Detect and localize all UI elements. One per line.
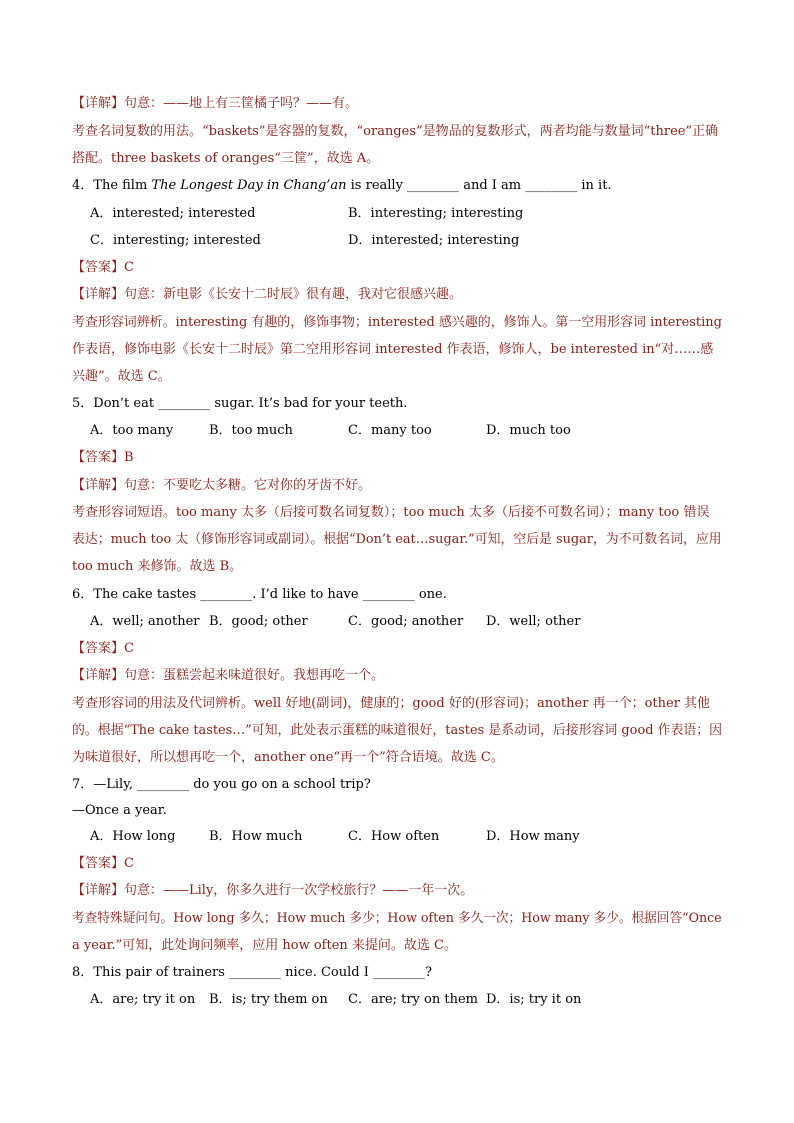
question-4-explanation-line: 【详解】句意：新电影《长安十二时辰》很有趣，我对它很感兴趣。	[72, 287, 463, 302]
question-7-explanation-line: 【详解】句意：——Lily，你多久进行一次学校旅行？——一年一次。	[72, 883, 474, 898]
question-7: 7．—Lily, ________ do you go on a school trip?	[72, 777, 371, 792]
question-7-option-b: B．How much	[209, 829, 303, 844]
question-4	[72, 178, 612, 194]
question-4-number: 4．The film	[72, 178, 152, 193]
question-6-explanation-line: 【详解】句意：蛋糕尝起来味道很好。我想再吃一个。	[72, 668, 385, 683]
q3-explanation-translation: 【详解】句意：——地上有三筐橘子吗？——有。	[72, 96, 359, 111]
question-4-film-title: The Longest Day in Chang’an	[151, 178, 347, 193]
question-4-option-c: C．interesting; interested	[90, 233, 261, 248]
question-6-explanation-line: 考查形容词的用法及代词辨析。well 好地(副词)，健康的；good 好的(形容词)；another 再一个；other 其他	[72, 696, 711, 711]
question-5: 5．Don’t eat ________ sugar. It’s bad for your teeth.	[72, 396, 408, 411]
q3-explanation-line: 搭配。three baskets of oranges“三筐”，故选 A。	[72, 151, 380, 166]
question-5-explanation-line: 表达；much too 太（修饰形容词或副词）。根据“Don’t eat…sugar.”可知，空后是 sugar，为不可数名词，应用	[72, 532, 722, 547]
question-8-option-b: B．is; try them on	[209, 992, 328, 1007]
question-7-option-d: D．How many	[486, 829, 580, 844]
question-7-option-c: C．How often	[348, 829, 440, 844]
question-5-option-b: B．too much	[209, 423, 293, 438]
question-6-option-b: B．good; other	[209, 614, 308, 629]
question-4-explanation-line: 作表语，修饰电影《长安十二时辰》第二空用形容词 interested 作表语，修饰人，be interested in“对……感	[72, 342, 714, 357]
question-7-option-a: A．How long	[90, 829, 176, 844]
question-6-option-d: D．well; other	[486, 614, 581, 629]
question-5-answer: 【答案】B	[72, 450, 134, 465]
question-4-option-d: D．interested; interesting	[348, 233, 520, 248]
question-8-option-a: A．are; try it on	[90, 992, 196, 1007]
question-5-explanation-line: too much 来修饰。故选 B。	[72, 559, 243, 574]
question-4-answer: 【答案】C	[72, 260, 134, 275]
question-6-explanation-line: 的。根据“The cake tastes…”可知，此处表示蛋糕的味道很好，tastes 是系动词，后接形容词 good 作表语；因	[72, 723, 723, 738]
question-4-option-b: B．interesting; interesting	[348, 206, 524, 221]
question-4-option-a: A．interested; interested	[90, 206, 256, 221]
question-6-explanation-line: 为味道很好，所以想再吃一个，another one“再一个”符合语境。故选 C。	[72, 750, 504, 765]
question-6: 6．The cake tastes ________. I’d like to have ________ one.	[72, 587, 447, 602]
question-6-answer: 【答案】C	[72, 641, 134, 656]
question-4-explanation-line: 兴趣”。故选 C。	[72, 369, 171, 384]
q3-explanation-line: 考查名词复数的用法。“baskets”是容器的复数，“oranges”是物品的复数形式，两者均能与数量词“three”正确	[72, 124, 719, 139]
question-5-explanation-line: 考查形容词短语。too many 太多（后接可数名词复数）；too much 太多（后接不可数名词）；many too 错误	[72, 505, 710, 520]
question-6-option-a: A．well; another	[90, 614, 200, 629]
question-5-option-d: D．much too	[486, 423, 571, 438]
question-8-option-c: C．are; try on them	[348, 992, 478, 1007]
question-5-explanation-line: 【详解】句意：不要吃太多糖。它对你的牙齿不好。	[72, 478, 372, 493]
question-4-explanation-line: 考查形容词辨析。interesting 有趣的，修饰事物；interested 感兴趣的，修饰人。第一空用形容词 interesting	[72, 315, 722, 330]
question-7-explanation-line: a year.”可知，此处询问频率，应用 how often 来提问。故选 C。	[72, 938, 457, 953]
question-6-option-c: C．good; another	[348, 614, 464, 629]
question-5-option-a: A．too many	[90, 423, 174, 438]
question-7-explanation-line: 考查特殊疑问句。How long 多久；How much 多少；How often 多久一次；How many 多少。根据回答“Once	[72, 911, 722, 926]
question-4-text: is really ________ and I am ________ in it.	[346, 178, 612, 193]
question-8: 8．This pair of trainers ________ nice. Could I ________?	[72, 965, 432, 980]
question-7-reply: —Once a year.	[72, 803, 167, 818]
question-7-answer: 【答案】C	[72, 856, 134, 871]
question-5-option-c: C．many too	[348, 423, 432, 438]
question-8-option-d: D．is; try it on	[486, 992, 582, 1007]
